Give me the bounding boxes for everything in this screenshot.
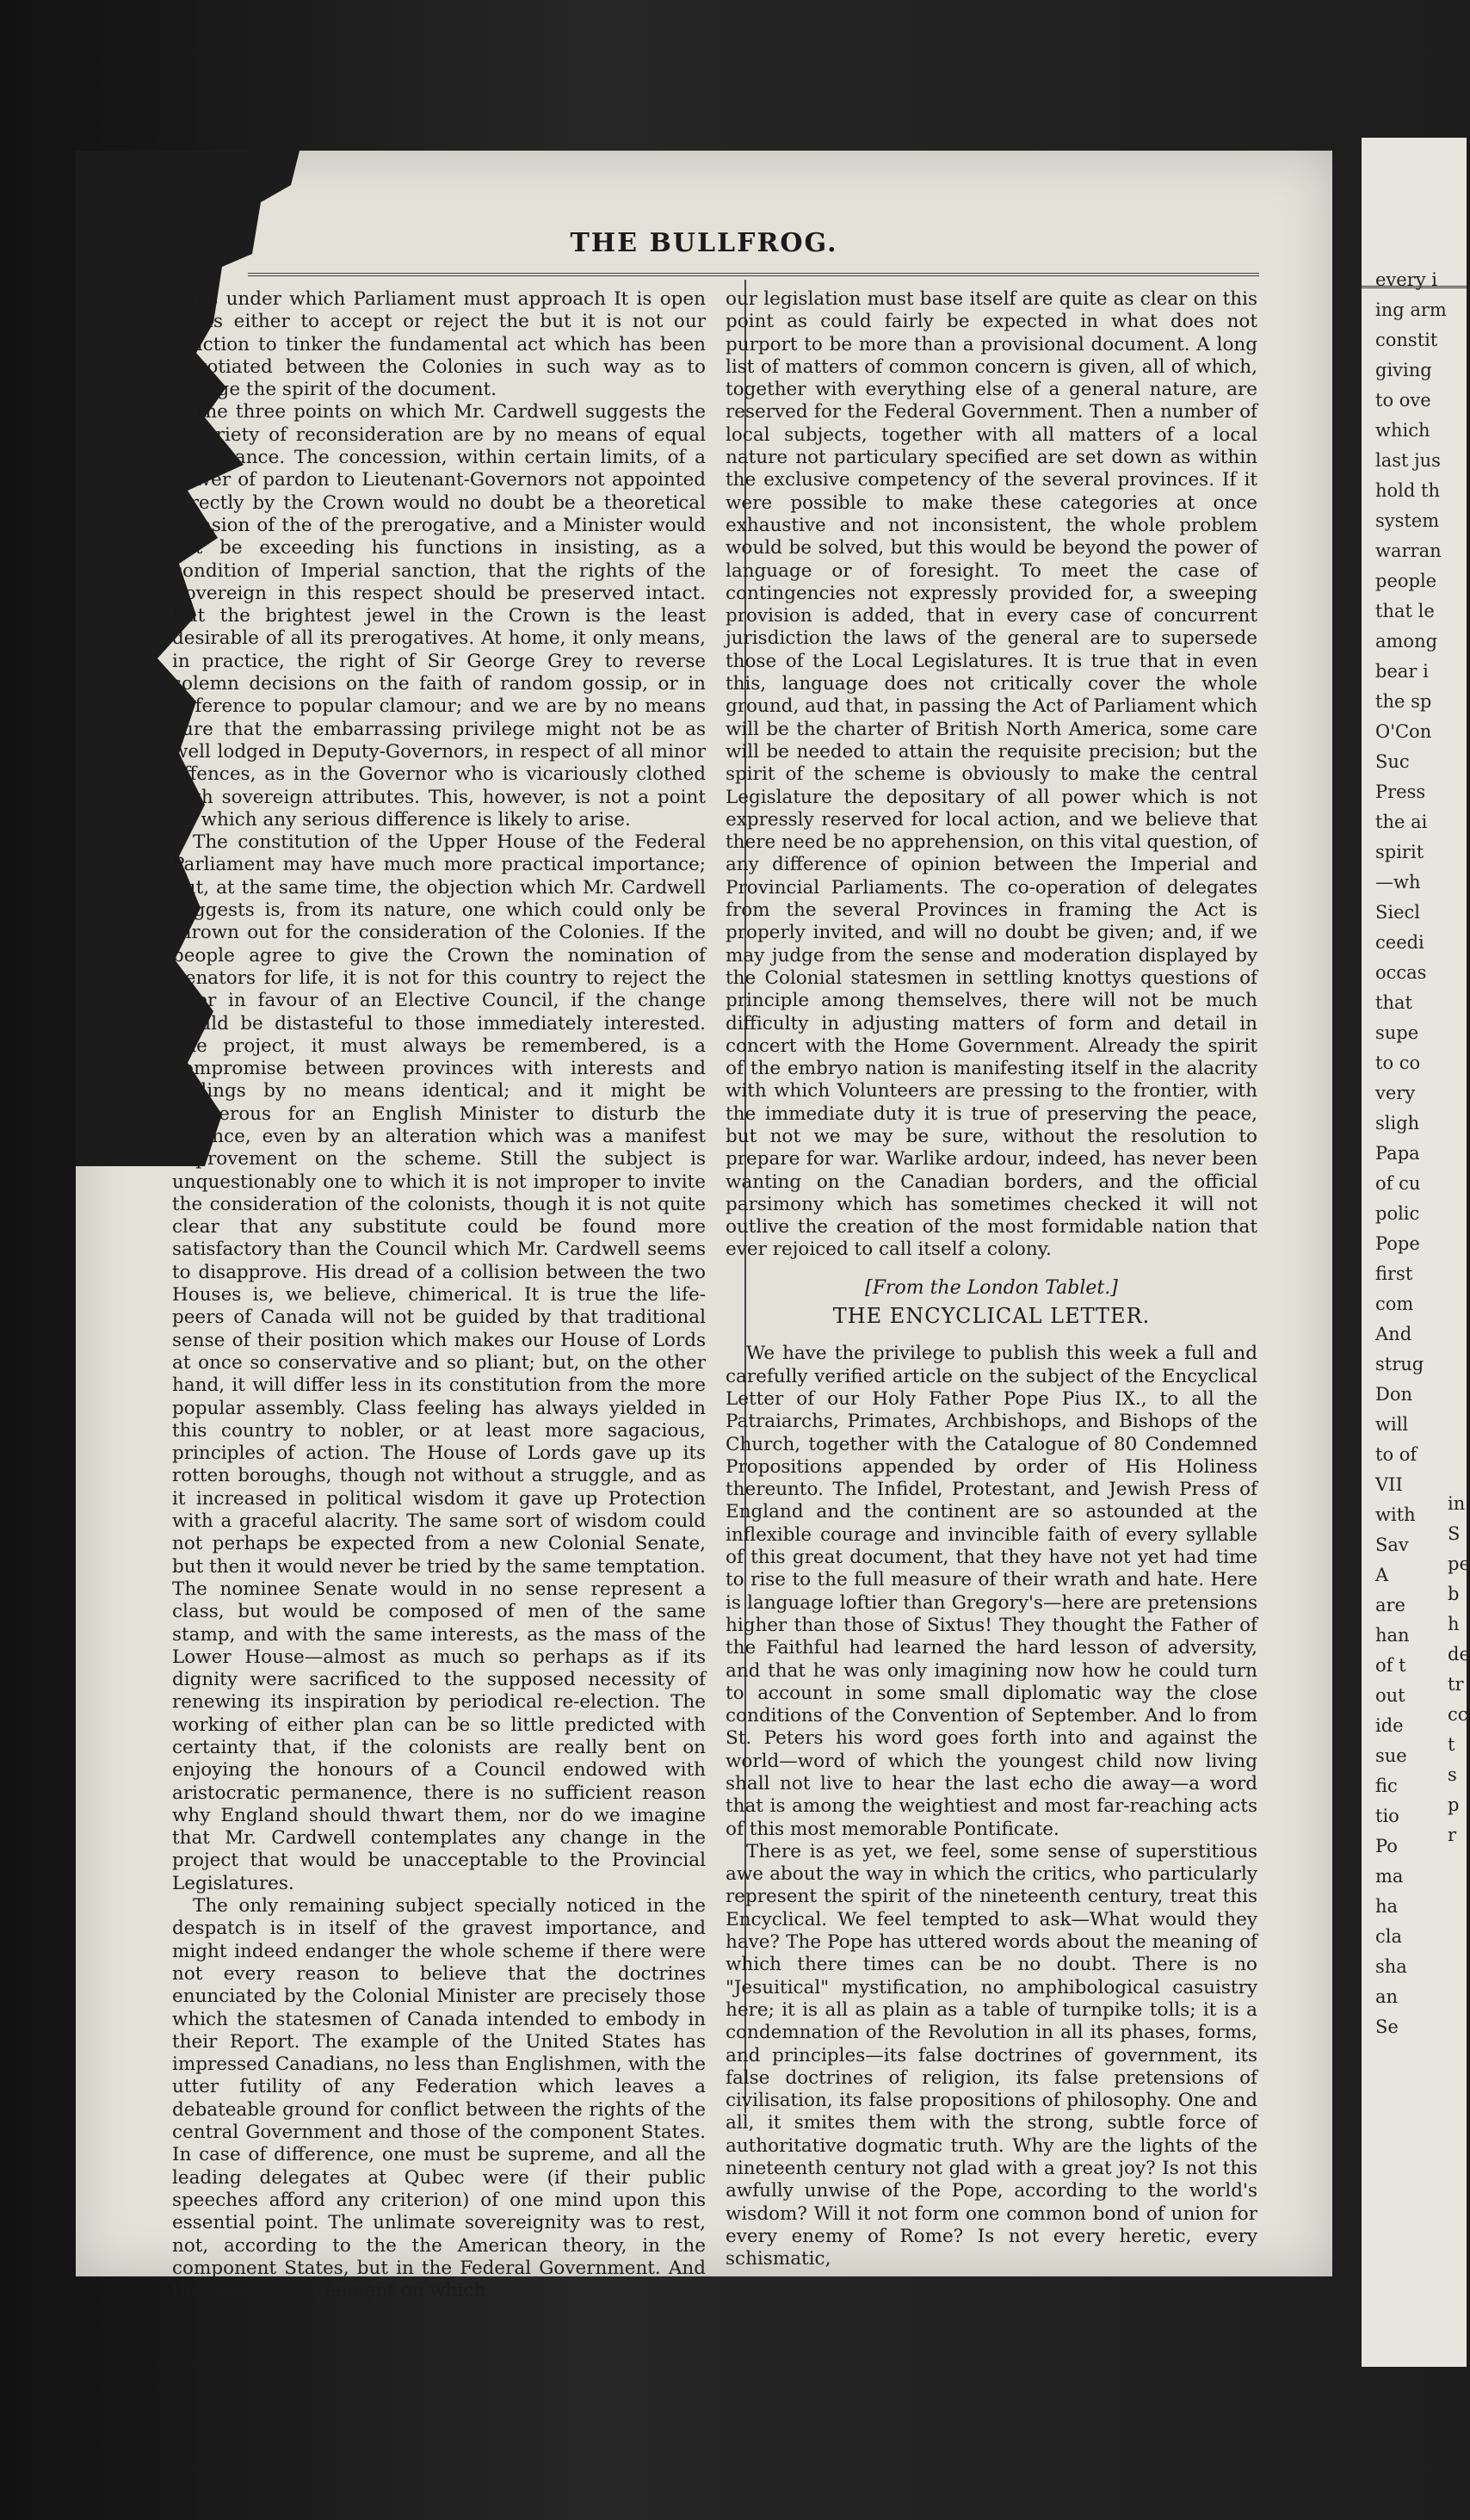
adjacent-text-fragments-lower bbox=[1448, 1489, 1470, 1850]
fragment-line: ceedi bbox=[1375, 932, 1424, 953]
fragment-line: de bbox=[1448, 1644, 1470, 1665]
fragment-line: pe bbox=[1448, 1553, 1470, 1574]
fragment-line: h bbox=[1448, 1614, 1460, 1634]
fragment-line: —wh bbox=[1375, 872, 1421, 892]
newspaper-page bbox=[76, 151, 1332, 2302]
paragraph: The only remaining subject specially noticed in the despatch is in itself of the gravest importance, and might indeed endanger the whole scheme if there were not every reason to believe that the doctrines enunciated by the Colonial Minister are precisely those which the statesmen of Canada intended to embody in their Report. The example of the United States has impressed Canadians, no less than Englishmen, with the utter futility of any Federation which leaves a debateable ground for conflict between the rights of the central Government and those of the component States. In case of difference, one must be supreme, and all the leading delegates at Qubec were (if their public speeches afford any criterion) of one mind upon this essential point. The unlimate sovereignity was to rest, not, according to the the American theory, in the component States, but in the Federal Government. And the heads of agreement on which bbox=[172, 1895, 706, 2302]
fragment-line: com bbox=[1375, 1294, 1414, 1314]
fragment-line: s bbox=[1448, 1764, 1457, 1785]
fragment-line: spirit bbox=[1375, 842, 1424, 862]
fragment-line: tio bbox=[1375, 1806, 1399, 1826]
fragment-line: Siecl bbox=[1375, 902, 1421, 923]
fragment-line: bear i bbox=[1375, 661, 1429, 682]
fragment-line: sue bbox=[1375, 1745, 1407, 1766]
paragraph: tions under which Parliament must approach It is open to us either to accept or reject the but it is not our function to tinker the fundamental act which has been negotiated between the Colonies in such way as to change the spirit of the document. bbox=[172, 288, 706, 401]
fragment-line: Press bbox=[1375, 781, 1426, 802]
fragment-line: r bbox=[1448, 1825, 1457, 1845]
fragment-line: VII bbox=[1375, 1474, 1403, 1495]
fragment-line: warran bbox=[1375, 540, 1442, 561]
fragment-line: to ove bbox=[1375, 390, 1431, 411]
fragment-line: that le bbox=[1375, 601, 1435, 621]
fragment-line: Se bbox=[1375, 2017, 1399, 2037]
fragment-line: with bbox=[1375, 1504, 1416, 1525]
fragment-line: Po bbox=[1375, 1836, 1398, 1856]
fragment-line: supe bbox=[1375, 1022, 1419, 1043]
running-head: THE BULLFROG. bbox=[570, 228, 838, 258]
fragment-line: out bbox=[1375, 1685, 1405, 1706]
fragment-line: sha bbox=[1375, 1956, 1407, 1977]
fragment-line: the sp bbox=[1375, 691, 1432, 712]
adjacent-page-edge bbox=[1362, 138, 1470, 2367]
fragment-line: every i bbox=[1375, 269, 1438, 290]
fragment-line: to co bbox=[1375, 1053, 1421, 1073]
fragment-line: b bbox=[1448, 1584, 1460, 1604]
fragment-line: Pope bbox=[1375, 1233, 1420, 1254]
paragraph: There is as yet, we feel, some sense of superstitious awe about the way in which the critics, who particularly represent the spirit of the nineteenth century, treat this Encyclical. We feel tempted to ask—What would they have? The Pope has uttered words about the meaning of which there times can be no doubt. There is no "Jesuitical" mystification, no amphibological casuistry here; it is all as plain as a table of turnpike tolls; it is a condemnation of the Revolution in all its phases, forms, and principles—its false doctrines of government, its false doctrines of religion, its false pretensions of civilisation, its false propositions of philosophy. One and all, it smites them with the strong, subtle force of authoritative dogmatic truth. Why are the lights of the nineteenth century not glad with a great joy? Is not this awfully unwise of the Pope, according to the world's wisdom? Will it not form one common bond of union for every enemy of Rome? Is not every heretic, every schismatic, bbox=[726, 1840, 1257, 2270]
fragment-line: the ai bbox=[1375, 812, 1428, 832]
fragment-line: tr bbox=[1448, 1674, 1464, 1695]
fragment-line: among bbox=[1375, 631, 1438, 652]
fragment-line: that bbox=[1375, 992, 1412, 1013]
fragment-line: giving bbox=[1375, 360, 1432, 380]
fragment-line: S bbox=[1448, 1523, 1461, 1544]
fragment-line: occas bbox=[1375, 962, 1427, 983]
header-rule bbox=[248, 273, 1259, 276]
fragment-line: A bbox=[1375, 1565, 1389, 1585]
fragment-line: Don bbox=[1375, 1384, 1413, 1405]
left-column bbox=[172, 288, 706, 2302]
fragment-line: Sav bbox=[1375, 1535, 1409, 1555]
paragraph: We have the privilege to publish this week a full and carefully verified article on the subject of the Encyclical Letter of our Holy Father Pope Pius IX., to all the Patraiarchs, Primates, Archbishops, and Bishops of the Church, together with the Catalogue of 80 Condemned Propositions appended by order of His Holiness thereunto. The Infidel, Protestant, and Jewish Press of England and the continent are so astounded at the inflexible courage and invincible faith of every syllable of this great document, that they have not yet had time to rise to the full measure of their wrath and hate. Here is language loftier than Gregory's—here are pretensions higher than those of Sixtus! They thought the Father of the Faithful had learned the hard lesson of adversity, and that he was only imagining now how he could turn to account in some small diplomatic way the close conditions of the Convention of September. And lo from St. Peters his word goes forth into and against the world—word of which the youngest child now living shall not live to hear the last echo die away—a word that is among the weightiest and most far-reaching acts of this most memorable Pontificate. bbox=[726, 1343, 1257, 1840]
paragraph: The three points on which Mr. Cardwell suggests the propriety of reconsideration are by no means of equal importance. The concession, within certain limits, of a power of pardon to Lieutenant-Governors not appointed directly by the Crown would no doubt be a theoretical invasion of the of the prerogative, and a Minister would not be exceeding his functions in insisting, as a condition of Imperial sanction, that the rights of the Sovereign in this respect should be preserved intact. But the brightest jewel in the Crown is the least desirable of all its prerogatives. At home, it only means, in practice, the right of Sir George Grey to reverse solemn decisions on the faith of random gossip, or in deference to popular clamour; and we are by no means sure that the embarrassing privilege might not be as well lodged in Deputy-Governors, in respect of all minor offences, as in the Governor who is vicariously clothed with sovereign attributes. This, however, is not a point on which any serious difference is likely to arise. bbox=[172, 401, 706, 831]
fragment-line: fic bbox=[1375, 1776, 1398, 1796]
fragment-line: an bbox=[1375, 1986, 1399, 2007]
fragment-line: cc bbox=[1448, 1704, 1468, 1725]
article-source: [From the London Tablet.] bbox=[865, 1276, 1118, 1299]
fragment-line: strug bbox=[1375, 1354, 1424, 1374]
right-column bbox=[726, 288, 1257, 2271]
fragment-line: han bbox=[1375, 1625, 1410, 1646]
fragment-line: people bbox=[1375, 571, 1437, 591]
fragment-line: polic bbox=[1375, 1203, 1420, 1224]
fragment-line: cla bbox=[1375, 1926, 1402, 1947]
fragment-line: ide bbox=[1375, 1715, 1404, 1736]
fragment-line: t bbox=[1448, 1734, 1455, 1755]
fragment-line: ma bbox=[1375, 1866, 1404, 1887]
fragment-line: first bbox=[1375, 1263, 1413, 1284]
fragment-line: sligh bbox=[1375, 1113, 1420, 1133]
fragment-line: system bbox=[1375, 510, 1440, 531]
paragraph: our legislation must base itself are quite as clear on this point as could fairly be expected in what does not purport to be more than a provisional document. A long list of matters of common concern is given, all of which, together with everything else of a general nature, are reserved for the Federal Government. Then a number of local subjects, together with all matters of a local nature not particulary specified are set down as within the exclusive competency of the several provinces. If it were possible to make these categories at once exhaustive and not inconsistent, the whole problem would be solved, but this would be beyond the power of language or of foresight. To meet the case of contingencies not expressly provided for, a sweeping provision is added, that in every case of concurrent jurisdiction the laws of the general are to supersede those of the Local Legislatures. It is true that in even this, language does not critically cover the whole ground, aud that, in passing the Act of Parliament which will be the charter of British North America, some care will be needed to attain the requisite precision; but the spirit of the scheme is obviously to make the central Legislature the depositary of all power which is not expressly reserved for local action, and we believe that there need be no apprehension, on this vital question, of any difference of opinion between the Imperial and Provincial Parliaments. The co-operation of delegates from the several Provinces in framing the Act is properly invited, and will no doubt be given; and, if we may judge from the sense and moderation displayed by the Colonial statesmen in settling knottys questions of principle among themselves, there will not be much difficulty in adjusting matters of form and detail in concert with the Home Government. Already the spirit of the embryo nation is manifesting itself in the alacrity with which Volunteers are pressing to the frontier, with the immediate duty it is true of preserving the peace, but not we may be sure, without the resolution to prepare for war. Warlike ardour, indeed, has never been wanting on the Canadian borders, and the official parsimony which has sometimes checked it will not outlive the creation of the most formidable nation that ever rejoiced to call itself a colony. bbox=[726, 288, 1257, 1261]
fragment-line: And bbox=[1375, 1324, 1412, 1344]
fragment-line: O'Con bbox=[1375, 721, 1432, 742]
fragment-line: Suc bbox=[1375, 751, 1410, 772]
fragment-line: ha bbox=[1375, 1896, 1399, 1917]
fragment-line: of cu bbox=[1375, 1173, 1421, 1194]
fragment-line: will bbox=[1375, 1414, 1409, 1435]
fragment-line: Papa bbox=[1375, 1143, 1420, 1164]
fragment-line: to of bbox=[1375, 1444, 1418, 1465]
fragment-line: very bbox=[1375, 1083, 1416, 1103]
fragment-line: in bbox=[1448, 1493, 1466, 1514]
fragment-line: which bbox=[1375, 420, 1430, 441]
fragment-line: last jus bbox=[1375, 450, 1441, 471]
fragment-line: hold th bbox=[1375, 480, 1440, 501]
fragment-line: of t bbox=[1375, 1655, 1406, 1676]
fragment-line: p bbox=[1448, 1794, 1460, 1815]
fragment-line: are bbox=[1375, 1595, 1405, 1615]
fragment-line: constit bbox=[1375, 330, 1438, 350]
paragraph: The constitution of the Upper House of the Federal Parliament may have much more practical importance; but, at the same time, the objection which Mr. Cardwell suggests is, from its nature, one which could only be thrown out for the consideration of the Colonies. If the people agree to give the Crown the nomination of Senators for life, it is not for this country to reject the offer in favour of an Elective Council, if the change would be distasteful to those immediately interested. The project, it must always be remembered, is a compromise between provinces with interests and feelings by no means identical; and it might be dangerous for an English Minister to disturb the balance, even by an alteration which was a manifest improvement on the scheme. Still the subject is unquestionably one to which it is not improper to invite the consideration of the colonists, though it is not quite clear that any substitute could be found more satisfactory than the Council which Mr. Cardwell seems to disapprove. His dread of a collision between the two Houses is, we believe, chimerical. It is true the life-peers of Canada will not be guided by that traditional sense of their position which makes our House of Lords at once so conservative and so pliant; but, on the other hand, it will differ less in its constitution from the more popular assembly. Class feeling has always yielded in this country to nobler, or at least more sagacious, principles of action. The House of Lords gave up its rotten boroughs, though not without a struggle, and as it increased in political wisdom it gave up Protection with a graceful alacrity. The same sort of wisdom could not perhaps be expected from a new Colonial Senate, but then it would never be tried by the same temptation. The nominee Senate would in no sense represent a class, but would be composed of men of the same stamp, and with the same interests, as the mass of the Lower House—almost as much so perhaps as if its dignity were sacrificed to the supposed necessity of renewing its inspiration by periodical re-election. The working of either plan can be so little predicted with certainty that, if the colonists are really bent on enjoying the honours of a Council endowed with aristocratic permanence, there is no sufficient reason why England should thwart them, nor do we imagine that Mr. Cardwell contemplates any change in the project that would be unacceptable to the Provincial Legislatures. bbox=[172, 831, 706, 1894]
article-title: THE ENCYCLICAL LETTER. bbox=[832, 1304, 1151, 1329]
fragment-line: ing arm bbox=[1375, 300, 1447, 320]
